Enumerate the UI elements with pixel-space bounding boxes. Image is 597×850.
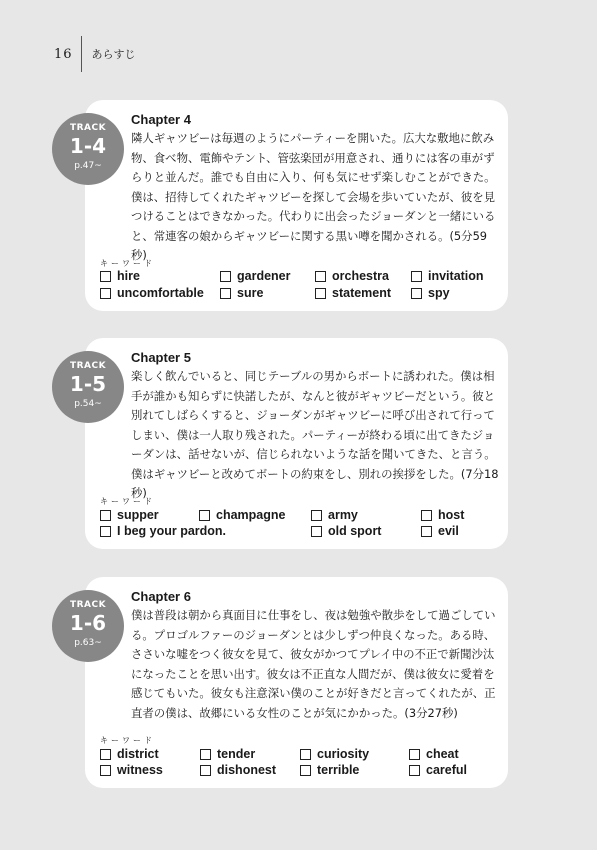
track-label: TRACK — [69, 361, 107, 371]
checkbox-icon[interactable] — [200, 749, 211, 760]
checkbox-icon[interactable] — [220, 288, 231, 299]
checkbox-icon[interactable] — [311, 510, 322, 521]
keyword-checkbox[interactable] — [315, 269, 389, 284]
track-label: TRACK — [69, 600, 107, 610]
checkbox-icon[interactable] — [421, 526, 432, 537]
track-number: 1-4 — [69, 134, 107, 158]
keyword-text: evil — [438, 524, 459, 538]
keyword-checkbox[interactable] — [421, 508, 464, 523]
keyword-checkbox[interactable] — [311, 524, 381, 539]
keyword-text: supper — [117, 508, 159, 522]
keyword-checkbox[interactable] — [300, 763, 359, 778]
keyword-text: champagne — [216, 508, 286, 522]
page-header — [54, 34, 136, 74]
keyword-text: curiosity — [317, 747, 370, 761]
keyword-text: spy — [428, 286, 450, 300]
checkbox-icon[interactable] — [100, 526, 111, 537]
checkbox-icon[interactable] — [411, 288, 422, 299]
keyword-text: sure — [237, 286, 264, 300]
keyword-checkbox[interactable] — [199, 508, 285, 523]
keyword-checkbox[interactable] — [100, 508, 159, 523]
checkbox-icon[interactable] — [315, 288, 326, 299]
keyword-checkbox[interactable] — [220, 286, 263, 301]
page-reference: p.63~ — [74, 638, 102, 648]
checkbox-icon[interactable] — [421, 510, 432, 521]
checkbox-icon[interactable] — [409, 749, 420, 760]
chapter-title: Chapter 5 — [131, 350, 191, 365]
chapter-title: Chapter 4 — [131, 112, 191, 127]
keyword-text: invitation — [428, 269, 484, 283]
checkbox-icon[interactable] — [100, 288, 111, 299]
keyword-checkbox[interactable] — [200, 763, 276, 778]
checkbox-icon[interactable] — [300, 765, 311, 776]
page-reference: p.54~ — [74, 399, 102, 409]
keyword-checkbox[interactable] — [200, 747, 255, 762]
keyword-text: hire — [117, 269, 140, 283]
keyword-checkbox[interactable] — [100, 269, 140, 284]
keyword-label: キーワード — [100, 497, 155, 506]
track-label: TRACK — [69, 123, 107, 133]
chapter-summary: 隣人ギャツビーは毎週のようにパーティーを開いた。広大な敷地に飲み物、食べ物、電飾やテント、管弦楽団が用意され、通りには客の車がずらりと並んだ。誰でも自由に入り、何も気にせず楽しむことができた。僕は、招待してくれたギャツビーを探して会場を歩いていたが、彼を見つけることはできなかった。代わりに出会ったジョーダンと一緒にいると、常連客の娘からギャツビーに関する黒い噂を聞かされる。(5分59秒) — [131, 131, 496, 262]
keyword-text: district — [117, 747, 159, 761]
checkbox-icon[interactable] — [100, 765, 111, 776]
keyword-checkbox[interactable] — [100, 524, 226, 539]
keyword-checkbox[interactable] — [100, 747, 159, 762]
checkbox-icon[interactable] — [199, 510, 210, 521]
checkbox-icon[interactable] — [409, 765, 420, 776]
checkbox-icon[interactable] — [311, 526, 322, 537]
keyword-checkbox[interactable] — [300, 747, 369, 762]
page-reference: p.47~ — [74, 161, 102, 171]
keyword-text: host — [438, 508, 465, 522]
track-number: 1-6 — [69, 611, 107, 635]
keyword-text: terrible — [317, 763, 360, 777]
keyword-text: uncomfortable — [117, 286, 204, 300]
checkbox-icon[interactable] — [100, 749, 111, 760]
checkbox-icon[interactable] — [100, 271, 111, 282]
keyword-text: tender — [217, 747, 256, 761]
keyword-text: dishonest — [217, 763, 277, 777]
keyword-text: orchestra — [332, 269, 389, 283]
checkbox-icon[interactable] — [220, 271, 231, 282]
keyword-text: gardener — [237, 269, 291, 283]
keyword-text: cheat — [426, 747, 459, 761]
checkbox-icon[interactable] — [200, 765, 211, 776]
keyword-checkbox[interactable] — [100, 286, 204, 301]
keyword-label: キーワード — [100, 259, 155, 268]
keyword-checkbox[interactable] — [409, 747, 459, 762]
keyword-checkbox[interactable] — [315, 286, 391, 301]
checkbox-icon[interactable] — [315, 271, 326, 282]
keyword-checkbox[interactable] — [311, 508, 358, 523]
keyword-text: army — [328, 508, 358, 522]
chapter-card — [69, 338, 508, 549]
chapter-title: Chapter 6 — [131, 589, 191, 604]
keyword-text: witness — [117, 763, 163, 777]
keyword-checkbox[interactable] — [100, 763, 163, 778]
keyword-text: careful — [426, 763, 467, 777]
track-badge — [52, 113, 124, 185]
page-number: 16 — [54, 46, 73, 62]
keyword-checkbox[interactable] — [220, 269, 291, 284]
keyword-text: old sport — [328, 524, 382, 538]
chapter-summary: 僕は普段は朝から真面目に仕事をし、夜は勉強や散歩をして過ごしている。プロゴルファーのジョーダンとは少しずつ仲良くなった。ある時、ささいな嘘をつく彼女を見て、彼女がかつてプレイ中の不正で新聞沙汰になったことを思い出す。彼女は不正直な人間だが、僕は彼女に愛着を感じてもいた。彼女も注意深い僕のことが好きだと言ってくれたが、正直者の僕は、故郷にいる女性のことが気にかかった。(3分27秒) — [131, 608, 496, 720]
section-title: あらすじ — [91, 48, 136, 61]
chapter-card — [69, 577, 508, 788]
track-number: 1-5 — [69, 372, 107, 396]
chapter-card — [69, 100, 508, 311]
keyword-checkbox[interactable] — [411, 269, 484, 284]
keyword-text: statement — [332, 286, 392, 300]
keyword-checkbox[interactable] — [409, 763, 467, 778]
chapter-summary: 楽しく飲んでいると、同じテーブルの男からボートに誘われた。僕は相手が誰かも知らずに快諾したが、なんと彼がギャツビーだという。彼と別れてしばらくすると、ジョーダンがギャツビーに呼び出されて行ってしまい、僕は一人取り残された。パーティーが終わる頃に出てきたジョーダンは、話せないが、信じられないような話を聞いてきた、と言う。僕はギャツビーと改めてボートの約束をし、別れの挨拶をした。(7分18秒) — [131, 369, 499, 500]
keyword-checkbox[interactable] — [421, 524, 459, 539]
track-badge — [52, 351, 124, 423]
track-badge — [52, 590, 124, 662]
keyword-text: I beg your pardon. — [117, 524, 227, 538]
checkbox-icon[interactable] — [300, 749, 311, 760]
keyword-checkbox[interactable] — [411, 286, 450, 301]
checkbox-icon[interactable] — [100, 510, 111, 521]
checkbox-icon[interactable] — [411, 271, 422, 282]
keyword-label: キーワード — [100, 736, 155, 745]
